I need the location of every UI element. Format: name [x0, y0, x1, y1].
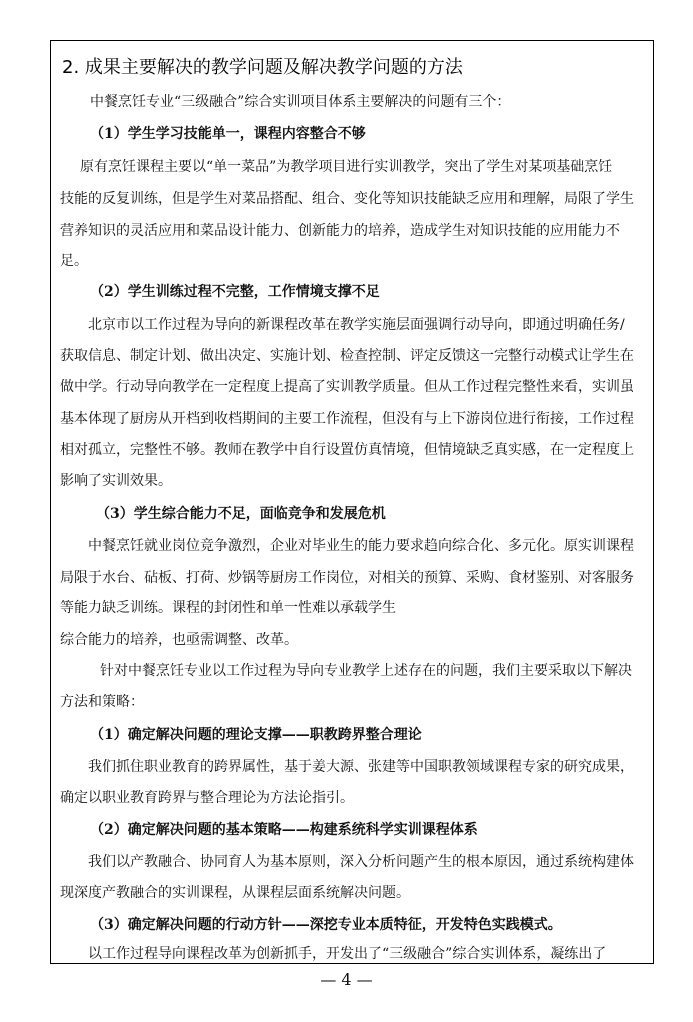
problem-1-line: 原有烹饪课程主要以“单一菜品”为教学项目进行实训教学，突出了学生对某项基础烹饪 — [80, 159, 613, 175]
problem-3-heading: （3）学生综合能力不足，面临竞争和发展危机 — [96, 506, 386, 522]
problem-2-line: 获取信息、制定计划、做出决定、实施计划、检查控制、评定反馈这一完整行动模式让学生在 — [60, 348, 634, 364]
method-1-heading: （1）确定解决问题的理论支撑——职教跨界整合理论 — [90, 727, 422, 743]
problem-3-line: 等能力缺乏训练。课程的封闭性和单一性难以承载学生 — [60, 600, 396, 616]
problem-2-line: 相对孤立，完整性不够。教师在教学中自行设置仿真情境，但情境缺乏真实感，在一定程度上 — [60, 442, 634, 458]
method-2-heading: （2）确定解决问题的基本策略——构建系统科学实训课程体系 — [90, 822, 478, 838]
problem-2-line: 做中学。行动导向教学在一定程度上提高了实训教学质量。但从工作过程完整性来看，实训虽 — [60, 379, 634, 395]
methods-intro-line: 针对中餐烹饪专业以工作过程为导向专业教学上述存在的问题，我们主要采取以下解决 — [100, 663, 632, 679]
method-1-line: 确定以职业教育跨界与整合理论为方法论指引。 — [60, 790, 354, 806]
problem-2-heading: （2）学生训练过程不完整，工作情境支撑不足 — [90, 284, 380, 300]
section-title: 2. 成果主要解决的教学问题及解决教学问题的方法 — [62, 57, 463, 78]
problem-2-line: 基本体现了厨房从开档到收档期间的主要工作流程，但没有与上下游岗位进行衔接，工作过程 — [60, 411, 634, 427]
problem-1-line: 足。 — [60, 253, 88, 269]
problem-3-line: 局限于水台、砧板、打荷、炒锅等厨房工作岗位，对相关的预算、采购、食材鉴别、对客服务 — [60, 570, 634, 586]
methods-intro-line: 方法和策略： — [60, 694, 144, 710]
method-2-line: 现深度产教融合的实训课程，从课程层面系统解决问题。 — [60, 885, 410, 901]
problem-1-heading: （1）学生学习技能单一，课程内容整合不够 — [90, 126, 366, 142]
method-2-line: 我们以产教融合、协同育人为基本原则，深入分析问题产生的根本原因，通过系统构建体 — [88, 854, 634, 870]
problem-1-line: 营养知识的灵活应用和菜品设计能力、创新能力的培养，造成学生对知识技能的应用能力不 — [60, 223, 620, 239]
method-3-line: 以工作过程导向课程改革为创新抓手，开发出了“三级融合”综合实训体系，凝练出了 — [88, 946, 607, 962]
problem-1-line: 技能的反复训练，但是学生对菜品搭配、组合、变化等知识技能缺乏应用和理解，局限了学生 — [60, 191, 634, 207]
problem-2-line: 北京市以工作过程为导向的新课程改革在教学实施层面强调行动导向，即通过明确任务/ — [88, 317, 625, 333]
page-number: — 4 — — [320, 970, 373, 989]
problem-3-line: 中餐烹饪就业岗位竞争激烈，企业对毕业生的能力要求趋向综合化、多元化。原实训课程 — [88, 538, 634, 554]
intro-text: 中餐烹饪专业“三级融合”综合实训项目体系主要解决的问题有三个： — [90, 94, 511, 110]
problem-3-line: 综合能力的培养，也亟需调整、改革。 — [60, 632, 298, 648]
method-1-line: 我们抓住职业教育的跨界属性，基于姜大源、张建等中国职教领域课程专家的研究成果， — [88, 759, 634, 775]
problem-2-line: 影响了实训效果。 — [60, 473, 172, 489]
method-3-heading: （3）确定解决问题的行动方针——深挖专业本质特征，开发特色实践模式。 — [90, 917, 562, 933]
